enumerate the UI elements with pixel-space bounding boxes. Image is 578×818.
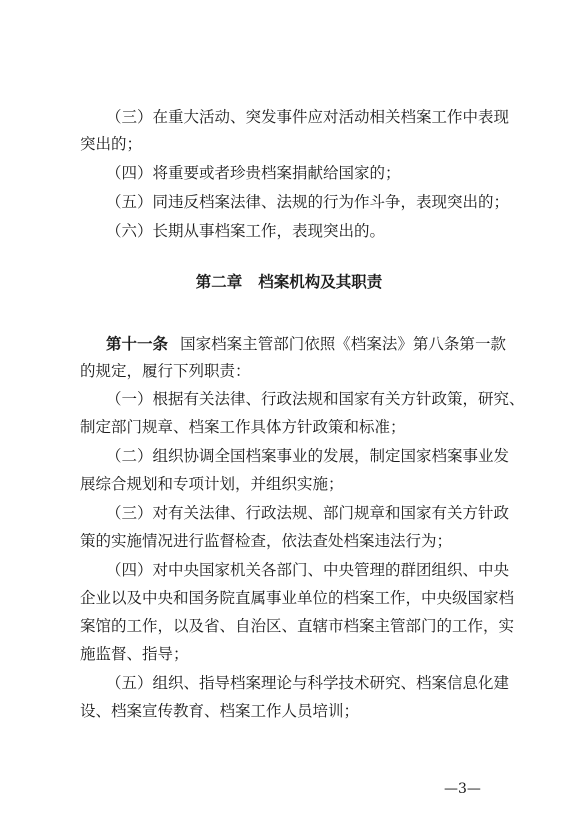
paragraph-line: （四）对中央国家机关各部门、中央管理的群团组织、中央 <box>106 561 510 579</box>
paragraph-line: 突出的； <box>80 135 143 153</box>
chapter-heading <box>0 272 578 292</box>
article-first-line <box>106 334 506 354</box>
paragraph-line: （五）同违反档案法律、法规的行为作斗争，表现突出的； <box>106 193 510 211</box>
paragraph-line: 制定部门规章、档案工作具体方针政策和标准； <box>80 418 406 436</box>
paragraph-line: 设、档案宣传教育、档案工作人员培训； <box>80 702 360 720</box>
paragraph-line: （四）将重要或者珍贵档案捐献给国家的； <box>106 164 401 182</box>
article-number: 第十一条 <box>106 335 169 353</box>
chapter-title: 档案机构及其职责 <box>258 273 383 291</box>
paragraph-line: 策的实施情况进行监督检查，依法查处档案违法行为； <box>80 532 453 550</box>
paragraph-line: 施监督、指导； <box>80 645 189 663</box>
paragraph-line: 的规定，履行下列职责： <box>80 362 251 380</box>
paragraph-line: （六）长期从事档案工作，表现突出的。 <box>106 222 386 240</box>
chapter-number: 第二章 <box>195 273 243 291</box>
paragraph-line: 企业以及中央和国务院直属事业单位的档案工作，中央级国家档 <box>80 589 515 607</box>
paragraph-line: （一）根据有关法律、行政法规和国家有关方针政策，研究、 <box>106 390 525 408</box>
paragraph-line: （二）组织协调全国档案事业的发展，制定国家档案事业发 <box>106 447 510 465</box>
paragraph-line: 展综合规划和专项计划，并组织实施； <box>80 475 344 493</box>
paragraph-line: （三）在重大活动、突发事件应对活动相关档案工作中表现 <box>106 108 510 126</box>
paragraph-line: 案馆的工作，以及省、自治区、直辖市档案主管部门的工作，实 <box>80 617 515 635</box>
paragraph-line: （五）组织、指导档案理论与科学技术研究、档案信息化建 <box>106 674 510 692</box>
page-number: —3— <box>444 781 481 797</box>
paragraph-line: （三）对有关法律、行政法规、部门规章和国家有关方针政 <box>106 504 510 522</box>
article-text: 国家档案主管部门依照《档案法》第八条第一款 <box>180 335 506 353</box>
